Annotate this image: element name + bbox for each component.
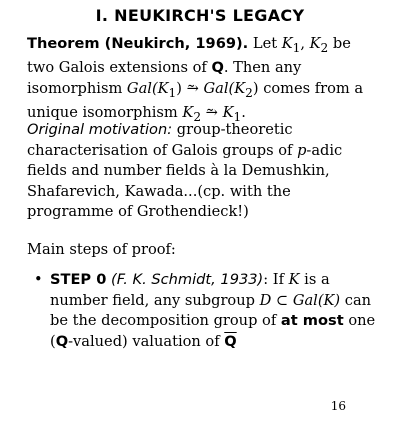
motivation-text: group-theoretic characterisation of Galois groups of — [27, 121, 298, 159]
math-k: K — [288, 271, 300, 288]
step0-body: : If — [263, 271, 289, 288]
emphasis-at-most: at most — [280, 312, 344, 329]
math-paren: ) — [176, 79, 182, 97]
theorem-text: comes from a unique isomorphism — [27, 79, 364, 122]
math-k2: K — [309, 35, 321, 52]
math-gal: Gal(K — [126, 79, 169, 97]
bullet-icon: • — [34, 271, 43, 288]
math-gal: Gal(K) — [292, 291, 341, 309]
theorem-label: Theorem (Neukirch, 1969). — [27, 35, 249, 52]
step0-text — [50, 270, 380, 352]
iso-arrow: ⥲ — [181, 79, 204, 97]
theorem-text: . Then any isomorphism — [27, 59, 302, 97]
step0-ref: (F. K. Schmidt, 1933) — [106, 271, 264, 288]
math-k2: K — [182, 104, 194, 122]
step0-body: is a number field, any subgroup — [50, 271, 330, 309]
step0-body: one ( — [50, 312, 376, 350]
motivation-paragraph — [27, 120, 379, 223]
math-sub: 2 — [193, 110, 202, 125]
math-q: Q — [55, 332, 69, 350]
step0-body: can be the decomposition group of — [50, 291, 372, 329]
math-sub: 2 — [245, 85, 253, 100]
step0-body: -valued) valuation of — [68, 332, 225, 350]
math-paren: ) — [252, 79, 259, 97]
math-q: Q — [211, 59, 224, 77]
slide-title: I. NEUKIRCH'S LEGACY — [95, 6, 305, 25]
math-d: D — [259, 291, 272, 309]
iso-arrow: ⥲ — [201, 104, 223, 122]
math-qbar: $\overline{Q}$ — [224, 332, 237, 350]
math-sub: 1 — [233, 110, 242, 125]
motivation-text: -adic fields and number fields à la Demushkin, Shafarevich, Kawada...(cp. with the programme of Grothendieck!) — [27, 141, 343, 220]
math-sub: 2 — [320, 40, 329, 55]
theorem-text: be two Galois extensions of — [27, 35, 351, 77]
theorem-text: Let — [248, 35, 282, 52]
step0-label: STEP 0 — [50, 271, 107, 288]
theorem-text: , — [300, 35, 310, 52]
motivation-label: Original motivation: — [27, 121, 173, 138]
subset-symbol: ⊂ — [271, 291, 293, 309]
math-p: p — [297, 141, 307, 159]
math-gal: Gal(K — [203, 79, 246, 97]
theorem-text: . — [241, 104, 246, 122]
math-k1: K — [281, 35, 293, 52]
step0-item — [34, 270, 380, 352]
math-sub: 1 — [168, 85, 177, 100]
steps-heading: Main steps of proof: — [27, 241, 176, 258]
theorem-paragraph — [27, 34, 379, 128]
math-sub: 1 — [292, 40, 301, 55]
page-number: 16 — [330, 399, 346, 413]
math-k1: K — [222, 104, 234, 122]
